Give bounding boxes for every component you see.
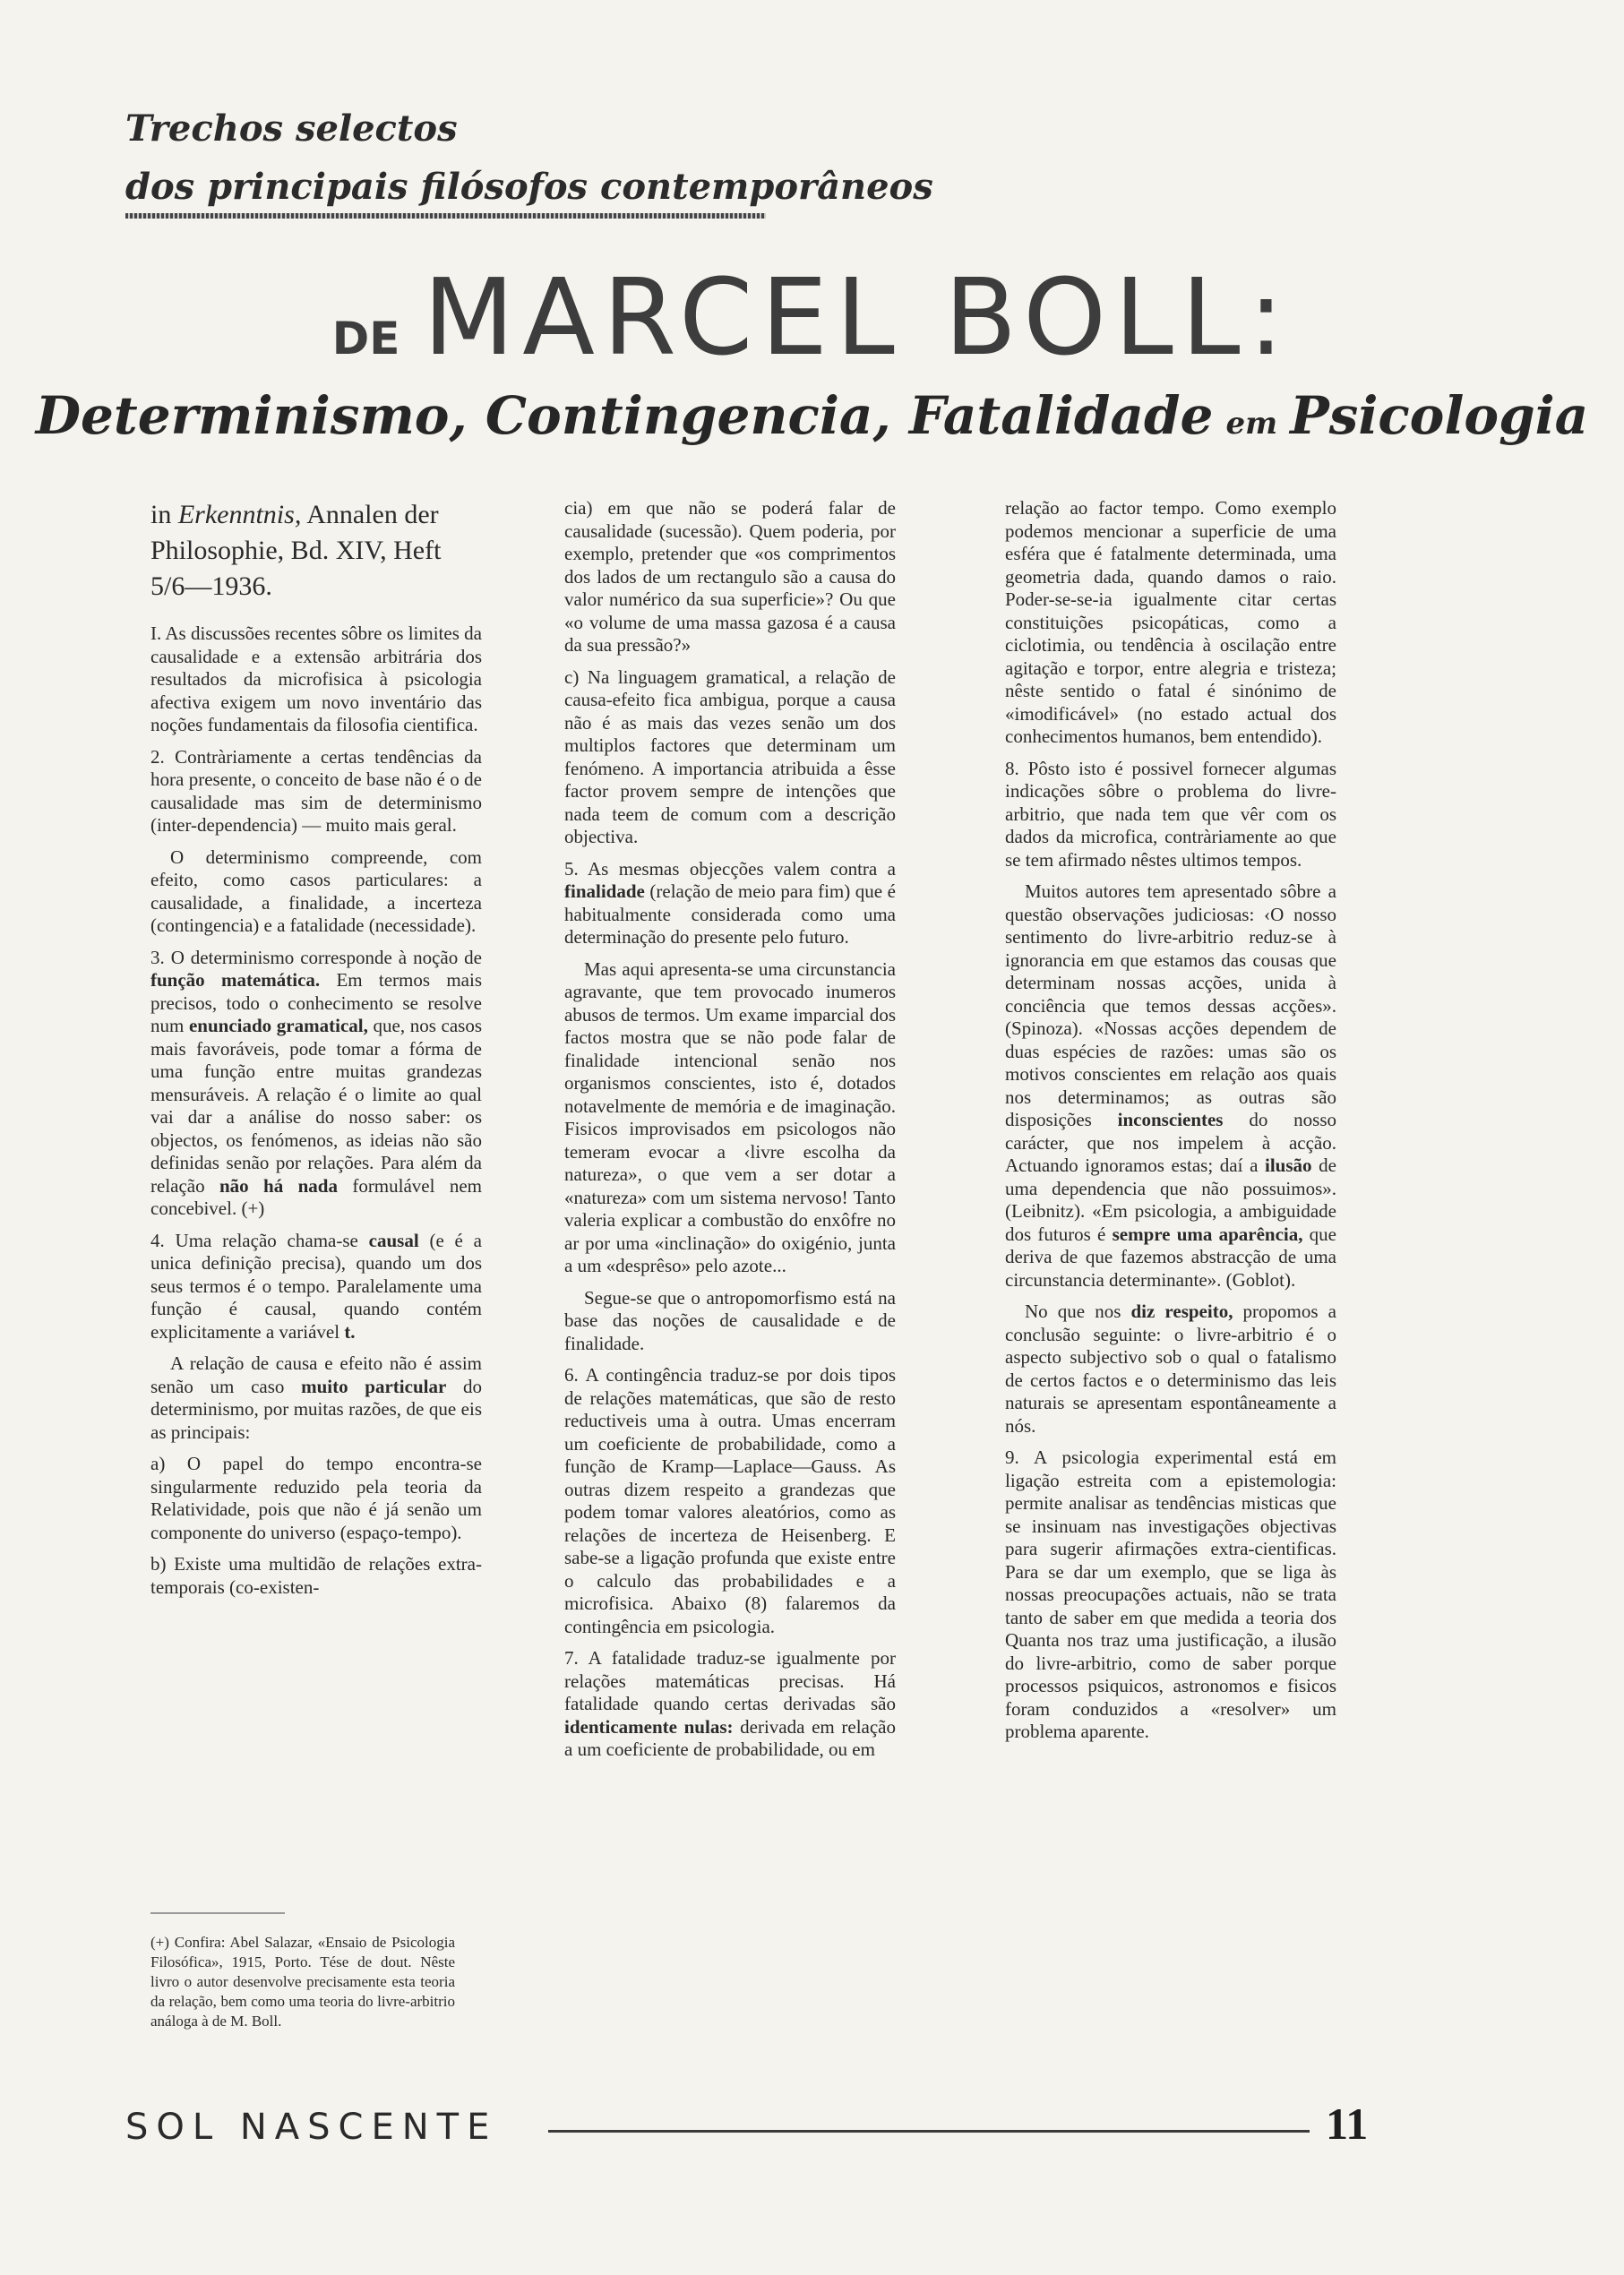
paragraph: 9. A psicologia experimental está em ligação estreita com a epistemologia: permite analisar as tendências misticas que se insinuam nas investigações objectivas para sugerir afirmações extra-cientificas. Para se dar um exemplo, que se liga às nossas preocupações actuais, não se trata tanto de saber em que medida a teoria dos Quanta nos traz uma justificação, a ilusão do livre-arbitrio, como de saber porque processos psiquicos, astronomos e fisicos foram conduzidos a «resolver» um problema aparente.	[1005, 1447, 1336, 1742]
paragraph: A relação de causa e efeito não é assim senão um caso muito particular do determinismo, por muitas razões, de que eis as principais:	[150, 1352, 483, 1443]
article-subtitle	[0, 385, 1624, 446]
text-column-1	[150, 497, 482, 1608]
footnote: (+) Confira: Abel Salazar, «Ensaio de Psicologia Filosófica», 1915, Porto. Tése de dout. Nêste livro o autor desenvolve precisamente esta teoria da relação, bem como uma teoria do livre-arbitrio análoga à de M. Boll.	[150, 1934, 455, 2030]
footnote-divider	[150, 1912, 285, 1914]
title-author: MARCEL BOLL:	[423, 255, 1293, 379]
paragraph: 4. Uma relação chama-se causal (e é a unica definição precisa), quando um dos seus termos é o tempo. Paralelamente uma função é causal, quando contém explicitamente a variável t.	[150, 1229, 482, 1343]
paragraph: O determinismo compreende, com efeito, como casos particulares: a causalidade, a finalidade, a incerteza (contingencia) e a fatalidade (necessidade).	[150, 846, 482, 936]
paragraph: c) Na linguagem gramatical, a relação de causa-efeito fica ambigua, porque a causa não é as mais das vezes senão um dos multiplos factores que determinam um fenómeno. A importancia atribuida a êsse factor provem sempre de intenções que nada teem de comum com a descrição objectiva.	[564, 665, 896, 847]
page-number: 11	[1326, 2099, 1369, 2149]
paragraph: 8. Pôsto isto é possivel fornecer algumas indicações sôbre o problema do livre-arbitrio, que nada tem que vêr com os dados da microfica, contràriamente ao que se tem afirmado nêstes ultimos tempos.	[1005, 757, 1336, 871]
paragraph: 5. As mesmas objecções valem contra a finalidade (relação de meio para fim) que é habitualmente considerada como uma determinação do presente pelo futuro.	[564, 857, 896, 948]
citation-pre: in	[150, 500, 172, 529]
source-citation	[150, 497, 482, 605]
title-prefix: DE	[331, 313, 400, 365]
footer-rule	[548, 2130, 1310, 2133]
paragraph: relação ao factor tempo. Como exemplo podemos mencionar a superficie de uma esféra que é fatalmente determinada, uma geometria dada, quando damos o raio. Poder-se-se-ia igualmente citar certas constituições psicopáticas, como a ciclotimia, ou tendência à oscilação entre agitação e torpor, entre alegria e tristeza; nêste sentido o fatal é sinónimo de «imodificável» (no estado actual dos conhecimentos humanos, bem entendido).	[1005, 497, 1336, 747]
magazine-name: SOL NASCENTE	[125, 2107, 498, 2148]
paragraph: 2. Contràriamente a certas tendências da hora presente, o conceito de base não é o de causalidade mas sim de determinismo (inter-dependencia) — muito mais geral.	[150, 745, 482, 836]
paragraph: Mas aqui apresenta-se uma circunstancia agravante, que tem provocado inumeros abusos de termos. Um exame imparcial dos factos mostra que se não pode falar de finalidade intencional senão nos organismos conscientes, isto é, dotados notavelmente de memória e de imaginação. Fisicos improvisados em psicologos não temeram evocar a ‹livre escolha da natureza», o que vem a ser dotar a «natureza» com um sistema nervoso! Tanto valeria explicar a combustão do enxôfre no ar por uma «inclinação» do oxigénio, junta a um «desprêso» pelo azote...	[564, 957, 896, 1276]
citation-rest: Annalen der Philosophie, Bd. XIV, Heft 5/6—1936.	[150, 500, 442, 601]
paragraph: Muitos autores tem apresentado sôbre a questão observações judiciosas: ‹O nosso sentimento do livre-arbitrio reduz-se à ignorancia em que estamos das cousas que determinam nossas acções, unida à conciência que temos dessas acções». (Spinoza). «Nossas acções dependem de duas espécies de razões: umas são os motivos conscientes em relação aos quais nos determinamos; as outras são disposições inconscientes do nosso carácter, que nos impelem à acção. Actuando ignoramos estas; daí a ilusão de uma dependencia que não possuimos». (Leibnitz). «Em psicologia, a ambiguidade dos futuros é sempre uma aparência, que deriva de que fazemos abstracção de uma circunstancia determinante». (Goblot).	[1005, 880, 1336, 1291]
paragraph: I. As discussões recentes sôbre os limites da causalidade e a extensão arbitrária dos resultados da microfisica à psicologia afectiva exigem um novo inventário das noções fundamentais da filosofia cientifica.	[150, 622, 482, 735]
paragraph: 7. A fatalidade traduz-se igualmente por relações matemáticas precisas. Há fatalidade quando certas derivadas são identicamente nulas: derivada em relação a um coeficiente de probabilidade, ou em	[564, 1647, 896, 1760]
paragraph: 6. A contingência traduz-se por dois tipos de relações matemáticas, que são de resto reductiveis uma à outra. Umas encerram um coeficiente de probabilidade, como a função de Kramp—Laplace—Gauss. As outras dizem respeito a grandezas que podem tomar valores aleatórios, como as relações de incerteza de Heisenberg. E sabe-se a ligação profunda que existe entre o calculo das probabilidades e a microfisica. Abaixo (8) falaremos da contingência em psicologia.	[564, 1364, 896, 1637]
text-column-2	[564, 497, 896, 1771]
citation-work: Erkenntnis,	[177, 500, 302, 529]
text-column-3	[1005, 497, 1336, 1753]
subtitle-em: em	[1225, 406, 1278, 442]
paragraph: Segue-se que o antropomorfismo está na base das noções de causalidade e de finalidade.	[564, 1286, 896, 1354]
article-title	[0, 255, 1624, 379]
paragraph: a) O papel do tempo encontra-se singularmente reduzido pela teoria da Relatividade, pois que não é já senão um componente do universo (espaço-tempo).	[150, 1453, 482, 1543]
series-kicker-line1: Trechos selectos	[125, 107, 458, 150]
paragraph: b) Existe uma multidão de relações extra-temporais (co-existen-	[150, 1553, 482, 1598]
paragraph: cia) em que não se poderá falar de causalidade (sucessão). Quem poderia, por exemplo, pretender que «os comprimentos dos lados de um rectangulo são a causa do valor numérico da sua superficie»? Ou que «o volume de uma massa gazosa é a causa da sua pressão?»	[564, 497, 896, 656]
paragraph: No que nos diz respeito, propomos a conclusão seguinte: o livre-arbitrio é o aspecto subjectivo sob o qual o fatalismo de certos factos e o determinismo das leis naturais se apresentam espontâneamente a nós.	[1005, 1301, 1336, 1437]
subtitle-part-a: Determinismo, Contingencia, Fatalidade	[35, 385, 1214, 446]
kicker-underline	[125, 213, 766, 219]
paragraph: 3. O determinismo corresponde à noção de função matemática. Em termos mais precisos, todo o conhecimento se resolve num enunciado gramatical, que, nos casos mais favoráveis, pode tomar a fórma de uma função entre muitas grandezas mensuráveis. A relação é o limite ao qual vai dar a análise do nosso saber: os objectos, os fenómenos, as ideias não são definidas senão por relações. Para além da relação não há nada formulável nem concebivel. (+)	[150, 946, 482, 1219]
subtitle-part-b: Psicologia	[1290, 385, 1589, 446]
series-kicker-line2: dos principais filósofos contemporâneos	[125, 166, 933, 208]
